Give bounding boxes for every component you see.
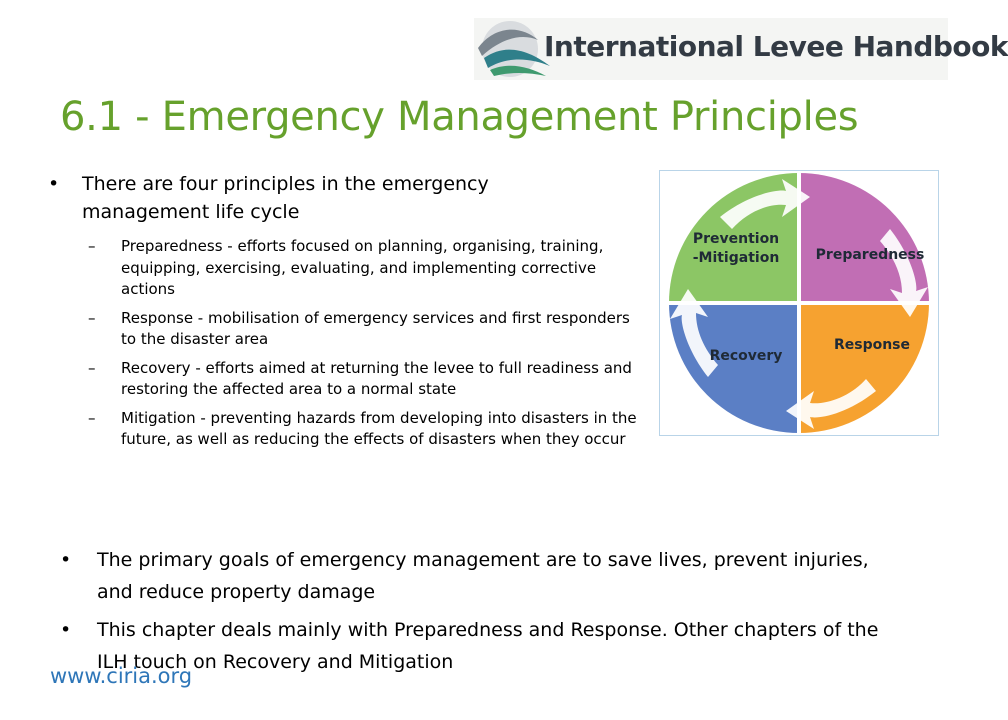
levee-wave-icon: [474, 18, 554, 80]
principle-preparedness: [88, 236, 648, 301]
bullet-dot-icon: •: [48, 173, 60, 195]
bullet-dot-icon: •: [60, 619, 72, 641]
intro-bullet-text: There are four principles in the emergency management life cycle: [82, 173, 489, 223]
cycle-svg: [660, 171, 938, 435]
intro-bullet: [48, 170, 608, 226]
emergency-cycle-diagram: [659, 170, 939, 436]
dash-icon: –: [88, 308, 96, 327]
principle-response: [88, 308, 648, 351]
principle-text: Preparedness - efforts focused on planning, organising, training, equipping, exercising, evaluating, and implementing corrective actions: [121, 237, 604, 298]
quadrant-label-prevention: Prevention: [692, 231, 780, 247]
footer-url[interactable]: www.ciria.org: [50, 664, 193, 688]
principle-text: Mitigation - preventing hazards from developing into disasters in the future, as well as reducing the effects of disasters when they occur: [121, 408, 637, 448]
logo-text: International Levee Handbook: [544, 30, 1008, 63]
goals-bullet-text: The primary goals of emergency management are to save lives, prevent injuries, and reduce property damage: [97, 549, 869, 603]
goals-bullet: [60, 544, 900, 608]
logo: [474, 18, 1008, 80]
principle-text: Recovery - efforts aimed at returning the levee to full readiness and restoring the affected area to a normal state: [121, 358, 632, 398]
principle-recovery: [88, 358, 648, 401]
dash-icon: –: [88, 408, 96, 427]
principles-list: [88, 236, 648, 458]
dash-icon: –: [88, 237, 96, 255]
chapter-scope-bullet-text: This chapter deals mainly with Preparedness and Response. Other chapters of the ILH touch on Recovery and Mitigation: [97, 619, 879, 673]
dash-icon: –: [88, 358, 96, 377]
principle-mitigation: [88, 408, 648, 451]
bullet-dot-icon: •: [60, 549, 72, 571]
quadrant-label-mitigation: -Mitigation: [692, 250, 780, 266]
quadrant-label-preparedness: Preparedness: [815, 247, 925, 263]
principle-text: Response - mobilisation of emergency services and first responders to the disaster area: [121, 308, 630, 348]
quadrant-label-recovery: Recovery: [709, 348, 783, 364]
quadrant-label-response: Response: [833, 337, 911, 353]
slide-title: 6.1 - Emergency Management Principles: [60, 94, 859, 140]
